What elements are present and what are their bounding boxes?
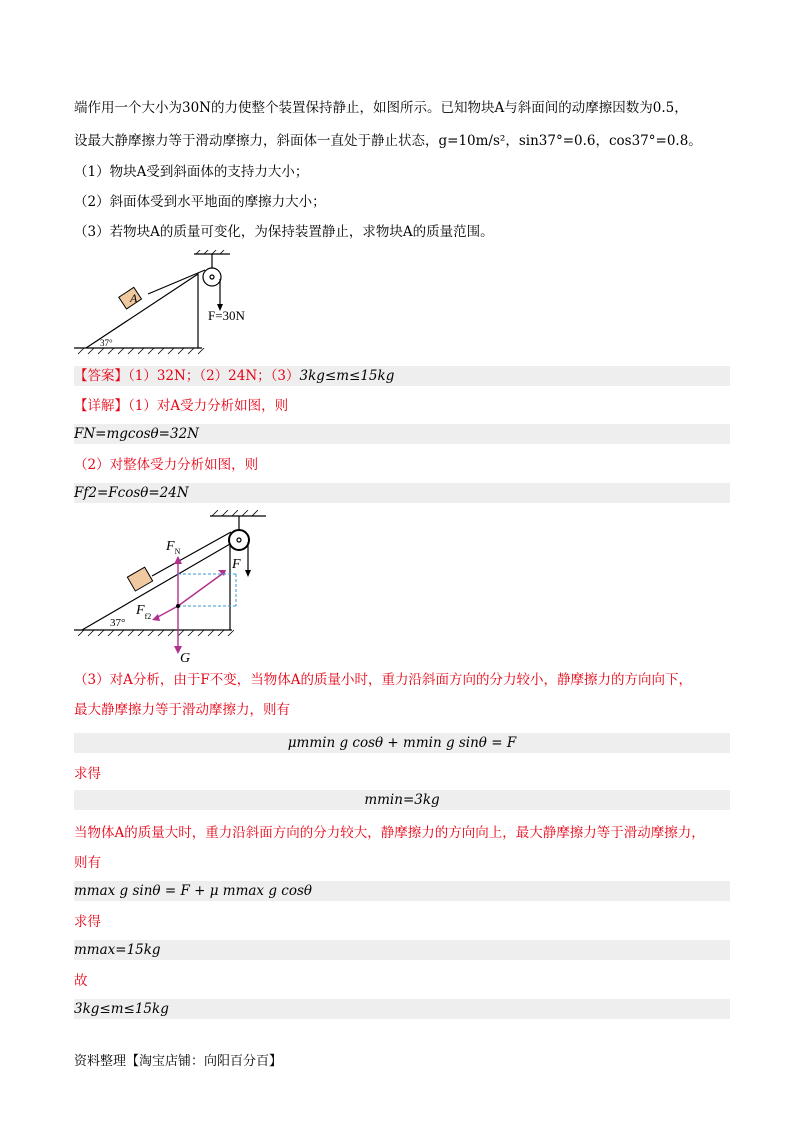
figure-1-force-label: F=30N xyxy=(208,308,245,323)
answer-label: 【答案】 xyxy=(74,368,128,384)
figure-2-angle-label: 37° xyxy=(110,617,126,629)
problem-line-1: 端作用一个大小为30N的力使整个装置保持静止，如图所示。已知物块A与斜面间的动摩擦因数为0.5， xyxy=(74,100,688,116)
equation-min-mass-balance: μmmin g cosθ + mmin g sinθ = F xyxy=(74,733,730,753)
equation-max-mass-balance: mmax g sinθ = F + μ mmax g cosθ xyxy=(74,881,730,901)
figure-2-applied-force-label: F xyxy=(232,557,241,572)
fn-subscript: N xyxy=(174,547,181,556)
problem-line-2-text: 设最大静摩擦力等于滑动摩擦力，斜面体一直处于静止状态， xyxy=(74,133,439,149)
detail-part-4a: 当物体A的质量大时，重力沿斜面方向的分力较大，静摩擦力的方向向上，最大静摩擦力等于滑动摩擦力， xyxy=(74,825,705,841)
answer-text: （1）32N；（2）24N；（3） xyxy=(128,368,300,384)
equation-min-mass: mmin=3kg xyxy=(74,790,730,810)
detail-part-3b: 最大静摩擦力等于滑动摩擦力，则有 xyxy=(74,702,290,718)
force-analysis-figure xyxy=(74,510,274,668)
detail-part-1: （1）对A受力分析如图，则 xyxy=(128,398,289,414)
figure-2-friction-label xyxy=(135,603,151,621)
equation-mass-range: 3kg≤m≤15kg xyxy=(74,999,730,1019)
question-1: （1）物块A受到斜面体的支持力大小； xyxy=(74,164,309,180)
figure-1-angle-label: 37° xyxy=(100,338,113,348)
answer-range: 3kg≤m≤15kg xyxy=(299,368,395,384)
question-3: （3）若物块A的质量可变化，为保持装置静止，求物块A的质量范围。 xyxy=(74,224,494,240)
figure-2-normal-force-label xyxy=(165,539,181,556)
footer-note: 资料整理【淘宝店铺：向阳百分百】 xyxy=(74,1054,283,1069)
ff-symbol: F xyxy=(136,603,145,618)
figure-2-gravity-label: G xyxy=(180,651,191,666)
ff-subscript: f2 xyxy=(144,612,152,621)
problem-line-2-constants: g=10m/s²，sin37°=0.6，cos37°=0.8。 xyxy=(438,133,702,149)
answer-line xyxy=(74,366,730,386)
detail-part-3a: （3）对A分析，由于F不变，当物体A的质量小时，重力沿斜面方向的分力较小，静摩擦力的方向向下， xyxy=(74,672,692,688)
detail-label: 【详解】 xyxy=(74,398,128,414)
figure-1-block-label: A xyxy=(130,291,138,305)
therefore-label: 故 xyxy=(74,973,88,989)
equation-normal-force: FN=mgcosθ=32N xyxy=(74,424,730,444)
detail-part-4b: 则有 xyxy=(74,855,101,871)
incline-figure-1 xyxy=(74,250,274,360)
equation-max-mass: mmax=15kg xyxy=(74,940,730,960)
solve-label-2: 求得 xyxy=(74,914,101,930)
problem-line-2 xyxy=(74,131,702,151)
detail-part-2: （2）对整体受力分析如图，则 xyxy=(74,457,259,473)
fn-symbol: F xyxy=(166,539,175,554)
equation-friction-ground: Ff2=Fcosθ=24N xyxy=(74,483,730,503)
question-2: （2）斜面体受到水平地面的摩擦力大小； xyxy=(74,194,326,210)
solve-label-1: 求得 xyxy=(74,766,101,782)
detail-line-1 xyxy=(74,396,288,416)
